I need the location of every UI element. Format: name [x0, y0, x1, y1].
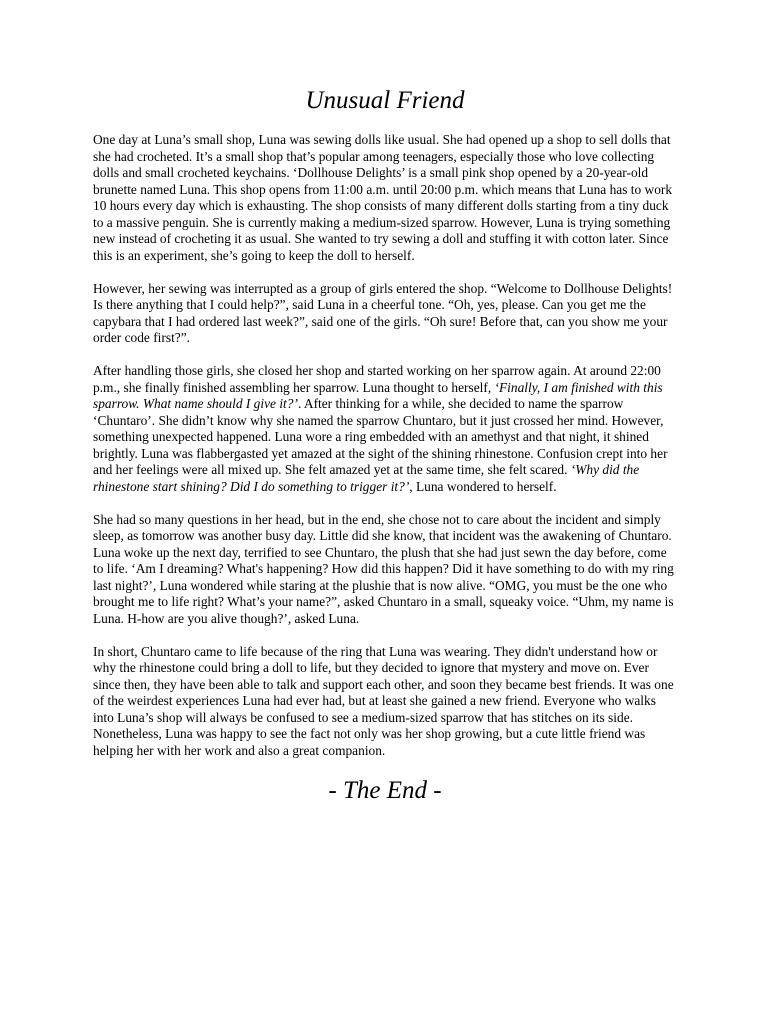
text-run: She had so many questions in her head, but in the end, she chose not to care about the incident and simply sleep, as tomorrow was another busy day. Little did she know, that incident was the awakening of Chuntaro. Luna woke up the next day, terrified to see Chuntaro, the plush that she had just sewn the day before, come to life. ‘Am I dreaming? What's happening? How did this happen? Did it have something to do with my ring last night?’, Luna wondered while staring at the plushie that is now alive. “OMG, you must be the one who brought me to life right? What’s your name?”, asked Chuntaro in a small, squeaky voice. “Uhm, my name is Luna. H-how are you alive though?’, asked Luna.: [93, 511, 674, 626]
text-run: However, her sewing was interrupted as a group of girls entered the shop. “Welcome to Dollhouse Delights! Is there anything that I could help?”, said Luna in a cheerful tone. “Oh, yes, please. Can you get me the capybara that I had ordered last week?”, said one of the girls. “Oh sure! Before that, can you show me your order code first?”.: [93, 280, 673, 345]
italic-text-run: ‘Finally, I am finished with this sparrow. What name should I give it?’: [93, 379, 663, 411]
paragraph-5: [93, 644, 677, 760]
text-run: , Luna wondered to herself.: [409, 478, 557, 494]
italic-text-run: ‘Why did the rhinestone start shining? Did I do something to trigger it?’: [93, 462, 640, 494]
text-run: . After thinking for a while, she decided to name the sparrow ‘Chuntaro’. She didn’t know why she named the sparrow Chuntaro, but it just crossed her mind. However, something unexpected happened. Luna wore a ring embedded with an amethyst and that night, it shined brightly. Luna was flabbergasted yet amazed at the sight of the shining rhinestone. Confusion crept into her and her feelings were all mixed up. She felt amazed yet at the same time, she felt scared.: [93, 396, 668, 477]
document-page: [93, 86, 677, 806]
paragraph-2: [93, 281, 677, 347]
story-closing: - The End -: [328, 776, 442, 804]
story-body: [93, 132, 677, 759]
paragraph-1: [93, 132, 677, 264]
text-run: One day at Luna’s small shop, Luna was sewing dolls like usual. She had opened up a shop to sell dolls that she had crocheted. It’s a small shop that’s popular among teenagers, especially those who love collecting dolls and small crocheted keychains. ‘Dollhouse Delights’ is a small pink shop opened by a 20-year-old brunette named Luna. This shop opens from 11:00 a.m. until 20:00 p.m. which means that Luna has to work 10 hours every day which is exhausting. The shop consists of many different dolls starting from a tiny duck to a massive penguin. She is currently making a medium-sized sparrow. However, Luna is trying something new instead of crocheting it as usual. She wanted to try sewing a doll and stuffing it with cotton later. Since this is an experiment, she’s going to keep the doll to herself.: [93, 132, 673, 263]
text-run: In short, Chuntaro came to life because of the ring that Luna was wearing. They didn't understand how or why the rhinestone could bring a doll to life, but they decided to ignore that mystery and move on. Ever since then, they have been able to talk and support each other, and soon they became best friends. It was one of the weirdest experiences Luna had ever had, but at least she gained a new friend. Everyone who walks into Luna’s shop will always be confused to see a medium-sized sparrow that has stitches on its side. Nonetheless, Luna was happy to see the fact not only was her shop growing, but a cute little friend was helping her with her work and also a great companion.: [93, 643, 674, 758]
paragraph-4: [93, 512, 677, 628]
text-run: After handling those girls, she closed her shop and started working on her sparrow again. At around 22:00 p.m., she finally finished assembling her sparrow. Luna thought to herself,: [93, 363, 661, 395]
paragraph-3: [93, 363, 677, 495]
story-title: Unusual Friend: [305, 87, 465, 114]
